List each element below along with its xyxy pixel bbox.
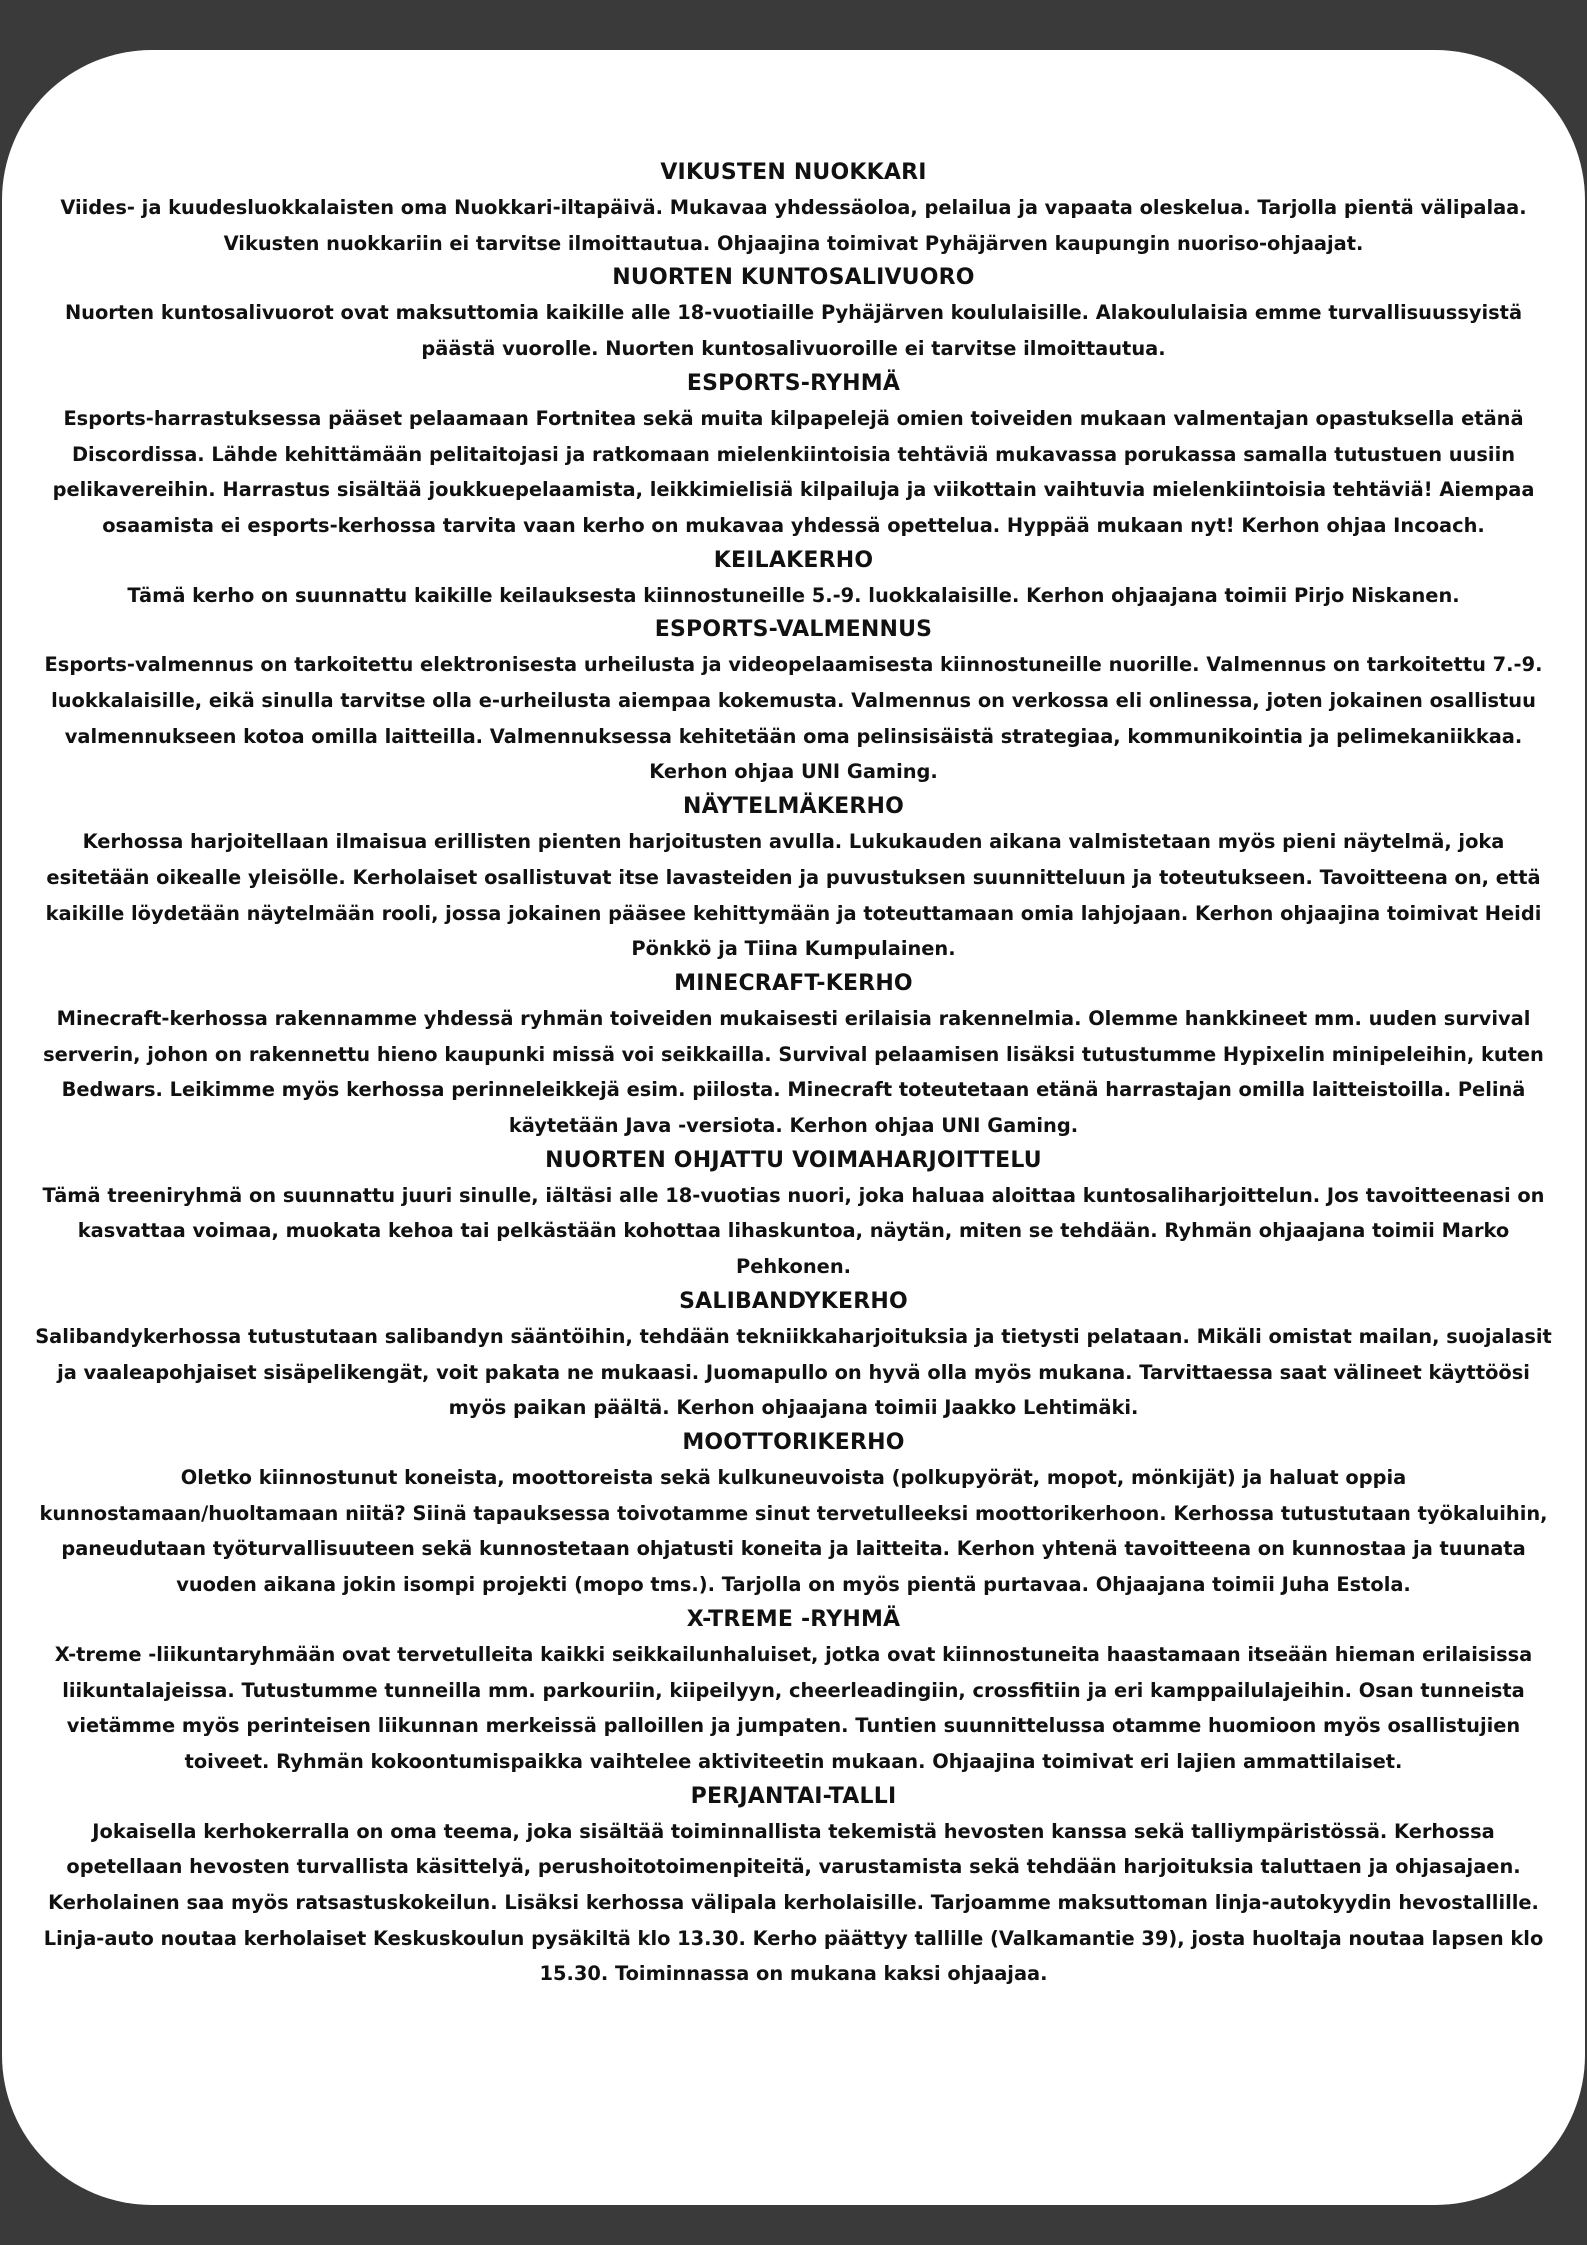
section-keilakerho bbox=[32, 544, 1555, 614]
section-description: Jokaisella kerhokerralla on oma teema, joka sisältää toiminnallista tekemistä hevosten kanssa sekä talliympäristössä. Kerhossa opetellaan hevosten turvallista käsittelyä, perushoitotoimenpiteitä, varustamista sekä tehdään harjoituksia taluttaen ja ohjasajaen. Kerholainen saa myös ratsastuskokeilun. Lisäksi kerhossa välipala kerholaisille. Tarjoamme maksuttoman linja-autokyydin hevostallille. Linja-auto noutaa kerholaiset Keskuskoulun pysäkiltä klo 13.30. Kerho päättyy tallille (Valkamantie 39), josta huoltaja noutaa lapsen klo 15.30. Toiminnassa on mukana kaksi ohjaajaa. bbox=[43, 1819, 1544, 1986]
document-page bbox=[2, 50, 1585, 2205]
section-title: NÄYTELMÄKERHO bbox=[683, 794, 904, 820]
section-title: NUORTEN KUNTOSALIVUORO bbox=[612, 265, 975, 291]
section-title: MOOTTORIKERHO bbox=[682, 1429, 905, 1455]
section-title: X-TREME -RYHMÄ bbox=[686, 1606, 901, 1632]
section-title: NUORTEN OHJATTU VOIMAHARJOITTELU bbox=[545, 1147, 1042, 1173]
section-title: ESPORTS-VALMENNUS bbox=[654, 617, 933, 643]
section-description: Esports-harrastuksessa pääset pelaamaan Fortnitea sekä muita kilpapelejä omien toiveiden mukaan valmentajan opastuksella etänä Discordissa. Lähde kehittämään pelitaitojasi ja ratkomaan mielenkiintoisia tehtäviä mukavassa porukassa samalla tutustuen uusiin pelikavereihin. Harrastus sisältää joukkuepelaamista, leikkimielisiä kilpailuja ja viikottain vaihtuvia mielenkiintoisia tehtäviä! Aiempaa osaamista ei esports-kerhossa tarvita vaan kerho on mukavaa yhdessä opettelua. Hyppää mukaan nyt! Kerhon ohjaa Incoach. bbox=[52, 406, 1535, 537]
section-esports-ryhma bbox=[32, 367, 1555, 544]
section-moottorikerho bbox=[32, 1426, 1555, 1603]
section-salibandykerho bbox=[32, 1285, 1555, 1426]
club-list bbox=[32, 156, 1555, 1992]
section-title: ESPORTS-RYHMÄ bbox=[686, 370, 901, 396]
section-vikusten-nuokkari bbox=[32, 156, 1555, 261]
section-minecraft-kerho bbox=[32, 967, 1555, 1144]
section-voimaharjoittelu bbox=[32, 1144, 1555, 1285]
section-description: Kerhossa harjoitellaan ilmaisua erillisten pienten harjoitusten avulla. Lukukauden aikana valmistetaan myös pieni näytelmä, joka esitetään oikealle yleisölle. Kerholaiset osallistuvat itse lavasteiden ja puvustuksen suunnitteluun ja toteutukseen. Tavoitteena on, että kaikille löydetään näytelmään rooli, jossa jokainen pääsee kehittymään ja toteuttamaan omia lahjojaan. Kerhon ohjaajina toimivat Heidi Pönkkö ja Tiina Kumpulainen. bbox=[45, 830, 1542, 961]
section-title: VIKUSTEN NUOKKARI bbox=[660, 160, 927, 185]
section-title: SALIBANDYKERHO bbox=[679, 1288, 908, 1314]
section-esports-valmennus bbox=[32, 613, 1555, 790]
section-description: Tämä treeniryhmä on suunnattu juuri sinulle, iältäsi alle 18-vuotias nuori, joka haluaa aloittaa kuntosaliharjoittelun. Jos tavoitteenasi on kasvattaa voimaa, muokata kehoa tai pelkästään kohottaa lihaskuntoa, näytän, miten se tehdään. Ryhmän ohjaajana toimii Marko Pehkonen. bbox=[42, 1183, 1545, 1279]
section-title: PERJANTAI-TALLI bbox=[690, 1783, 897, 1809]
section-description: Nuorten kuntosalivuorot ovat maksuttomia kaikille alle 18-vuotiaille Pyhäjärven koululaisille. Alakoululaisia emme turvallisuussyistä päästä vuorolle. Nuorten kuntosalivuoroille ei tarvitse ilmoittautua. bbox=[64, 301, 1523, 361]
section-x-treme-ryhma bbox=[32, 1603, 1555, 1780]
section-nuorten-kuntosalivuoro bbox=[32, 261, 1555, 366]
section-description: X-treme -liikuntaryhmään ovat tervetulleita kaikki seikkailunhaluiset, jotka ovat kiinnostuneita haastamaan itseään hieman erilaisissa liikuntalajeissa. Tutustumme tunneilla mm. parkouriin, kiipeilyyn, cheerleadingiin, crossfitiin ja eri kamppailulajeihin. Osan tunneista vietämme myös perinteisen liikunnan merkeissä palloillen ja jumpaten. Tuntien suunnittelussa otamme huomioon myös osallistujien toiveet. Ryhmän kokoontumispaikka vaihtelee aktiviteetin mukaan. Ohjaajina toimivat eri lajien ammattilaiset. bbox=[54, 1642, 1533, 1773]
section-title: MINECRAFT-KERHO bbox=[674, 970, 913, 996]
section-perjantai-talli bbox=[32, 1780, 1555, 1993]
section-title: KEILAKERHO bbox=[713, 547, 874, 573]
section-description: Tämä kerho on suunnattu kaikille keilauksesta kiinnostuneille 5.-9. luokkalaisille. Kerhon ohjaajana toimii Pirjo Niskanen. bbox=[127, 583, 1460, 607]
section-naytelmakerho bbox=[32, 790, 1555, 967]
section-description: Oletko kiinnostunut koneista, moottoreista sekä kulkuneuvoista (polkupyörät, mopot, mönkijät) ja haluat oppia kunnostamaan/huoltamaan niitä? Siinä tapauksessa toivotamme sinut tervetulleeksi moottorikerhoon. Kerhossa tutustutaan työkaluihin, paneudutaan työturvallisuuteen sekä kunnostetaan ohjatusti koneita ja laitteita. Kerhon yhtenä tavoitteena on kunnostaa ja tuunata vuoden aikana jokin isompi projekti (mopo tms.). Tarjolla on myös pientä purtavaa. Ohjaajana toimii Juha Estola. bbox=[39, 1465, 1548, 1597]
section-description: Salibandykerhossa tutustutaan salibandyn sääntöihin, tehdään tekniikkaharjoituksia ja tietysti pelataan. Mikäli omistat mailan, suojalasit ja vaaleapohjaiset sisäpelikengät, voit pakata ne mukaasi. Juomapullo on hyvä olla myös mukana. Tarvittaessa saat välineet käyttöösi myös paikan päältä. Kerhon ohjaajana toimii Jaakko Lehtimäki. bbox=[35, 1324, 1552, 1420]
section-description: Minecraft-kerhossa rakennamme yhdessä ryhmän toiveiden mukaisesti erilaisia rakennelmia. Olemme hankkineet mm. uuden survival serverin, johon on rakennettu hieno kaupunki missä voi seikkailla. Survival pelaamisen lisäksi tutustumme Hypixelin minipeleihin, kuten Bedwars. Leikimme myös kerhossa perinneleikkejä esim. piilosta. Minecraft toteutetaan etänä harrastajan omilla laitteistoilla. Pelinä käytetään Java -versiota. Kerhon ohjaa UNI Gaming. bbox=[43, 1006, 1544, 1138]
section-description: Esports-valmennus on tarkoitettu elektronisesta urheilusta ja videopelaamisesta kiinnostuneille nuorille. Valmennus on tarkoitettu 7.-9. luokkalaisille, eikä sinulla tarvitse olla e-urheilusta aiempaa kokemusta. Valmennus on verkossa eli onlinessa, joten jokainen osallistuu valmennukseen kotoa omilla laitteilla. Valmennuksessa kehitetään oma pelinsisäistä strategiaa, kommunikointia ja pelimekaniikkaa. Kerhon ohjaa UNI Gaming. bbox=[44, 653, 1543, 784]
section-description: Viides- ja kuudesluokkalaisten oma Nuokkari-iltapäivä. Mukavaa yhdessäoloa, pelailua ja vapaata oleskelua. Tarjolla pientä välipalaa. Vikusten nuokkariin ei tarvitse ilmoittautua. Ohjaajina toimivat Pyhäjärven kaupungin nuoriso-ohjaajat. bbox=[60, 196, 1527, 255]
